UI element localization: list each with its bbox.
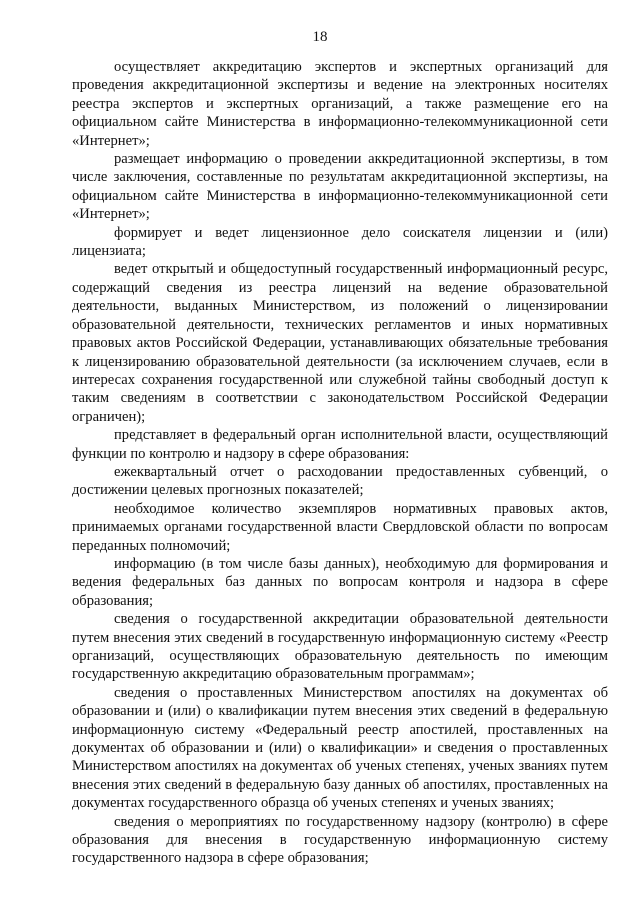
page-number: 18: [312, 29, 328, 45]
paragraph-expertise-info: размещает информацию о проведении аккредитационной экспертизы, в том числе заключения, составленные по результатам аккредитационной экспертизы, на официальном сайте Министерства в информационно-телекоммуникационной сети «Интернет»;: [72, 151, 608, 223]
paragraph-quarterly-report: ежеквартальный отчет о расходовании предоставленных субвенций, о достижении целевых прогнозных показателей;: [72, 463, 608, 499]
document-body: [72, 58, 608, 868]
paragraph-database-info: информацию (в том числе базы данных), необходимую для формирования и ведения федеральных баз данных по вопросам контроля и надзора в сфере образования;: [72, 555, 608, 609]
paragraph-apostille-info: сведения о проставленных Министерством апостилях на документах об образовании и (или) о квалификации путем внесения этих сведений в федеральную информационную систему «Федеральный реестр апостилей, проставленных на документах об образовании и (или) о квалификации» и сведения о проставленных Министерством апостилях на документах об ученых степенях, ученых званиях путем внесения этих сведений в федеральную базу данных об апостилях, проставленных на документах государственного образца об ученых степенях и ученых званиях;: [72, 684, 608, 812]
paragraph-federal-reporting: представляет в федеральный орган исполнительной власти, осуществляющий функции по контролю и надзору в сфере образования:: [72, 427, 608, 462]
paragraph-license-file: формирует и ведет лицензионное дело соискателя лицензии и (или) лицензиата;: [72, 224, 608, 260]
paragraph-expert-accreditation: осуществляет аккредитацию экспертов и экспертных организаций для проведения аккредитационной экспертизы и ведение на электронных носителях реестра экспертов и экспертных организаций, а также размещение его на официальном сайте Министерства в информационно-телекоммуникационной сети «Интернет»;: [72, 59, 608, 149]
paragraph-accreditation-registry: сведения о государственной аккредитации образовательной деятельности путем внесения этих сведений в государственную информационную систему «Реестр организаций, осуществляющих образовательную деятельность по имеющим государственную аккредитацию образовательным программам»;: [72, 611, 608, 683]
paragraph-license-registry-resource: ведет открытый и общедоступный государственный информационный ресурс, содержащий сведения из реестра лицензий на ведение образовательной деятельности, выданных Министерством, из положений о лицензировании образовательной деятельности, технических регламентов и иных нормативных правовых актов Российской Федерации, устанавливающих обязательные требования к лицензированию образовательной деятельности (за исключением случаев, если в интересах сохранения государственной или служебной тайны свободный доступ к таким сведениям в соответствии с законодательством Российской Федерации ограничен);: [72, 261, 608, 425]
paragraph-supervision-events: сведения о мероприятиях по государственному надзору (контролю) в сфере образования для внесения в государственную информационную систему государственного надзора в сфере образования;: [72, 813, 608, 867]
paragraph-legal-acts-copies: необходимое количество экземпляров нормативных правовых актов, принимаемых органами государственной власти Свердловской области по вопросам переданных полномочий;: [72, 500, 608, 554]
